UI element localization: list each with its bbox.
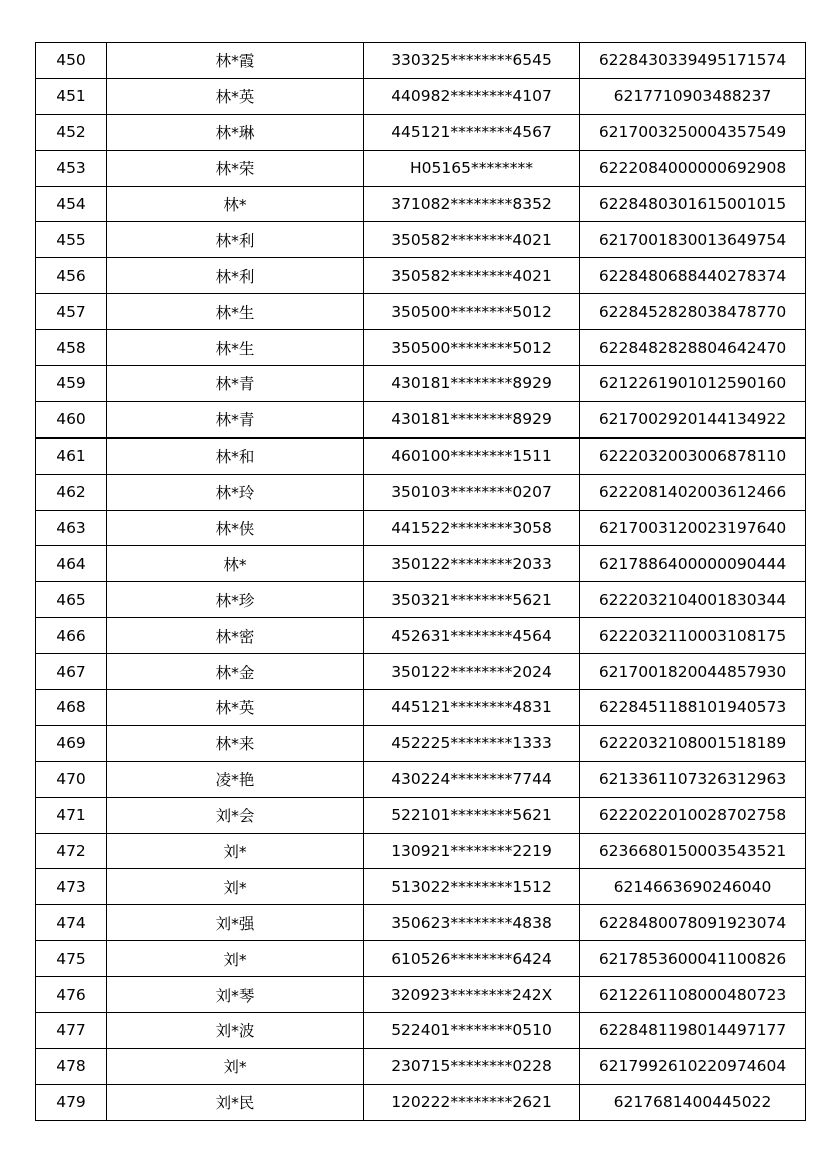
name-cell: 林*利 — [107, 258, 364, 294]
name-cell: 林*生 — [107, 294, 364, 330]
table-row — [36, 401, 806, 437]
card-number-cell: 6217001830013649754 — [580, 222, 806, 258]
row-number-cell: 470 — [36, 761, 107, 797]
table-row — [36, 222, 806, 258]
name-cell: 林*密 — [107, 618, 364, 654]
id-number-cell: 350623********4838 — [364, 905, 580, 941]
id-number-cell: 460100********1511 — [364, 438, 580, 474]
name-cell: 刘*琴 — [107, 977, 364, 1013]
id-number-cell: 610526********6424 — [364, 941, 580, 977]
card-number-cell: 6222081402003612466 — [580, 474, 806, 510]
row-number-cell: 459 — [36, 366, 107, 402]
name-cell: 刘*会 — [107, 797, 364, 833]
card-number-cell: 6228452828038478770 — [580, 294, 806, 330]
card-number-cell: 6212261901012590160 — [580, 366, 806, 402]
table-row — [36, 654, 806, 690]
name-cell: 林* — [107, 186, 364, 222]
table-row — [36, 582, 806, 618]
table-row — [36, 546, 806, 582]
row-number-cell: 477 — [36, 1013, 107, 1049]
card-number-cell: 6228451188101940573 — [580, 690, 806, 726]
name-cell: 林*侠 — [107, 510, 364, 546]
card-number-cell: 6222032104001830344 — [580, 582, 806, 618]
table-row — [36, 294, 806, 330]
name-cell: 林*玲 — [107, 474, 364, 510]
id-number-cell: 320923********242X — [364, 977, 580, 1013]
row-number-cell: 473 — [36, 869, 107, 905]
id-number-cell: 513022********1512 — [364, 869, 580, 905]
card-number-cell: 6214663690246040 — [580, 869, 806, 905]
card-number-cell: 6222032003006878110 — [580, 438, 806, 474]
table-row — [36, 797, 806, 833]
card-number-cell: 6228481198014497177 — [580, 1013, 806, 1049]
card-number-cell: 6217992610220974604 — [580, 1048, 806, 1084]
card-number-cell: 6217853600041100826 — [580, 941, 806, 977]
id-number-cell: 445121********4831 — [364, 690, 580, 726]
row-number-cell: 472 — [36, 833, 107, 869]
table-row — [36, 618, 806, 654]
row-number-cell: 452 — [36, 114, 107, 150]
card-number-cell: 6228480688440278374 — [580, 258, 806, 294]
name-cell: 林*利 — [107, 222, 364, 258]
row-number-cell: 457 — [36, 294, 107, 330]
name-cell: 刘* — [107, 869, 364, 905]
id-number-cell: 371082********8352 — [364, 186, 580, 222]
id-number-cell: 440982********4107 — [364, 78, 580, 114]
name-cell: 林*来 — [107, 725, 364, 761]
row-number-cell: 464 — [36, 546, 107, 582]
id-number-cell: 350582********4021 — [364, 258, 580, 294]
name-cell: 林* — [107, 546, 364, 582]
table-row — [36, 78, 806, 114]
id-number-cell: 430181********8929 — [364, 401, 580, 437]
card-number-cell: 6222084000000692908 — [580, 150, 806, 186]
table-row — [36, 186, 806, 222]
name-cell: 林*和 — [107, 438, 364, 474]
id-number-cell: 441522********3058 — [364, 510, 580, 546]
id-number-cell: 350500********5012 — [364, 330, 580, 366]
row-number-cell: 456 — [36, 258, 107, 294]
card-number-cell: 6228480078091923074 — [580, 905, 806, 941]
card-number-cell: 6217002920144134922 — [580, 401, 806, 437]
row-number-cell: 479 — [36, 1084, 107, 1120]
table-row — [36, 510, 806, 546]
row-number-cell: 465 — [36, 582, 107, 618]
card-number-cell: 6228480301615001015 — [580, 186, 806, 222]
card-number-cell: 6217886400000090444 — [580, 546, 806, 582]
table-row — [36, 761, 806, 797]
row-number-cell: 468 — [36, 690, 107, 726]
row-number-cell: 466 — [36, 618, 107, 654]
id-number-cell: 430224********7744 — [364, 761, 580, 797]
row-number-cell: 454 — [36, 186, 107, 222]
name-cell: 林*荣 — [107, 150, 364, 186]
card-number-cell: 6217003250004357549 — [580, 114, 806, 150]
table-row — [36, 114, 806, 150]
row-number-cell: 478 — [36, 1048, 107, 1084]
name-cell: 林*琳 — [107, 114, 364, 150]
id-number-cell: 350500********5012 — [364, 294, 580, 330]
id-number-cell: 452631********4564 — [364, 618, 580, 654]
table-row — [36, 258, 806, 294]
card-number-cell: 6228482828804642470 — [580, 330, 806, 366]
card-number-cell: 6217003120023197640 — [580, 510, 806, 546]
id-number-cell: 350321********5621 — [364, 582, 580, 618]
row-number-cell: 450 — [36, 43, 107, 79]
table-row — [36, 725, 806, 761]
id-number-cell: 452225********1333 — [364, 725, 580, 761]
name-cell: 林*英 — [107, 690, 364, 726]
name-cell: 林*青 — [107, 401, 364, 437]
card-number-cell: 6222032108001518189 — [580, 725, 806, 761]
id-number-cell: 350122********2024 — [364, 654, 580, 690]
id-number-cell: 350582********4021 — [364, 222, 580, 258]
table-row — [36, 330, 806, 366]
name-cell: 林*珍 — [107, 582, 364, 618]
card-number-cell: 6217710903488237 — [580, 78, 806, 114]
card-number-cell: 6217001820044857930 — [580, 654, 806, 690]
card-number-cell: 6222032110003108175 — [580, 618, 806, 654]
id-number-cell: 445121********4567 — [364, 114, 580, 150]
table-row — [36, 1048, 806, 1084]
name-cell: 刘*强 — [107, 905, 364, 941]
id-number-cell: 330325********6545 — [364, 43, 580, 79]
name-cell: 刘* — [107, 1048, 364, 1084]
row-number-cell: 460 — [36, 401, 107, 437]
records-table — [35, 42, 806, 1121]
table-row — [36, 366, 806, 402]
card-number-cell: 6217681400445022 — [580, 1084, 806, 1120]
id-number-cell: 130921********2219 — [364, 833, 580, 869]
table-row — [36, 905, 806, 941]
id-number-cell: 120222********2621 — [364, 1084, 580, 1120]
table-row — [36, 474, 806, 510]
table-row — [36, 869, 806, 905]
table-row — [36, 43, 806, 79]
table-row — [36, 977, 806, 1013]
row-number-cell: 451 — [36, 78, 107, 114]
row-number-cell: 475 — [36, 941, 107, 977]
id-number-cell: 522401********0510 — [364, 1013, 580, 1049]
row-number-cell: 467 — [36, 654, 107, 690]
name-cell: 林*生 — [107, 330, 364, 366]
card-number-cell: 6213361107326312963 — [580, 761, 806, 797]
id-number-cell: 350103********0207 — [364, 474, 580, 510]
table-row — [36, 1084, 806, 1120]
name-cell: 林*青 — [107, 366, 364, 402]
row-number-cell: 453 — [36, 150, 107, 186]
name-cell: 刘*民 — [107, 1084, 364, 1120]
name-cell: 林*霞 — [107, 43, 364, 79]
records-table-body — [36, 43, 806, 1121]
table-row — [36, 690, 806, 726]
row-number-cell: 458 — [36, 330, 107, 366]
name-cell: 刘*波 — [107, 1013, 364, 1049]
id-number-cell: 230715********0228 — [364, 1048, 580, 1084]
row-number-cell: 474 — [36, 905, 107, 941]
name-cell: 凌*艳 — [107, 761, 364, 797]
id-number-cell: 522101********5621 — [364, 797, 580, 833]
row-number-cell: 461 — [36, 438, 107, 474]
name-cell: 刘* — [107, 833, 364, 869]
row-number-cell: 462 — [36, 474, 107, 510]
row-number-cell: 463 — [36, 510, 107, 546]
id-number-cell: 430181********8929 — [364, 366, 580, 402]
name-cell: 林*金 — [107, 654, 364, 690]
row-number-cell: 471 — [36, 797, 107, 833]
id-number-cell: H05165******** — [364, 150, 580, 186]
row-number-cell: 476 — [36, 977, 107, 1013]
id-number-cell: 350122********2033 — [364, 546, 580, 582]
table-row — [36, 833, 806, 869]
card-number-cell: 6222022010028702758 — [580, 797, 806, 833]
table-row — [36, 941, 806, 977]
table-row — [36, 150, 806, 186]
row-number-cell: 455 — [36, 222, 107, 258]
table-row — [36, 1013, 806, 1049]
card-number-cell: 6236680150003543521 — [580, 833, 806, 869]
row-number-cell: 469 — [36, 725, 107, 761]
name-cell: 刘* — [107, 941, 364, 977]
card-number-cell: 6212261108000480723 — [580, 977, 806, 1013]
name-cell: 林*英 — [107, 78, 364, 114]
card-number-cell: 6228430339495171574 — [580, 43, 806, 79]
table-row — [36, 438, 806, 474]
